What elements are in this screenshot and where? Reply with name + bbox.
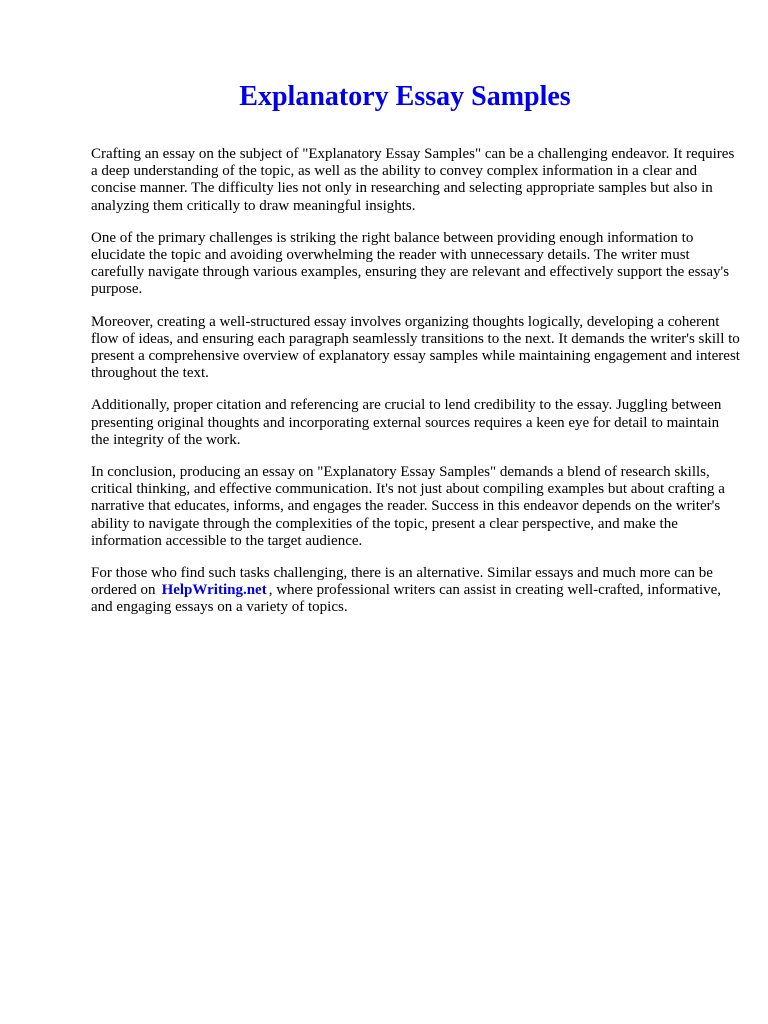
- closing-paragraph: [91, 565, 741, 617]
- closing-text-after-link: , where professional writers can assist in creating well-crafted, informative, and engaging essays on a variety of topics.: [91, 582, 722, 616]
- paragraph-5: In conclusion, producing an essay on "Explanatory Essay Samples" demands a blend of research skills, critical thinking, and effective communication. It's not just about compiling examples but about crafting a narrative that educates, informs, and engages the reader. Success in this endeavor depends on the writer's ability to navigate through the complexities of the topic, present a clear perspective, and make the information accessible to the target audience.: [91, 464, 725, 549]
- document-title: Explanatory Essay Samples: [239, 81, 571, 112]
- paragraph-4: Additionally, proper citation and referencing are crucial to lend credibility to the essay. Juggling between presenting original thoughts and incorporating external sources requires a keen eye for detail to maintain the integrity of the work.: [91, 397, 722, 448]
- closing-text-before-link: For those who find such tasks challenging, there is an alternative. Similar essays and much more can be ordered on: [91, 565, 713, 599]
- paragraph-3: Moreover, creating a well-structured essay involves organizing thoughts logically, developing a coherent flow of ideas, and ensuring each paragraph seamlessly transitions to the next. It demands the writer's skill to present a comprehensive overview of explanatory essay samples while maintaining engagement and interest throughout the text.: [91, 313, 740, 382]
- paragraph-1: Crafting an essay on the subject of "Explanatory Essay Samples" can be a challenging endeavor. It requires a deep understanding of the topic, as well as the ability to convey complex information in a clear and concise manner. The difficulty lies not only in researching and selecting appropriate samples but also in analyzing them critically to draw meaningful insights.: [91, 146, 735, 214]
- paragraph-2: One of the primary challenges is striking the right balance between providing enough information to elucidate the topic and avoiding overwhelming the reader with unnecessary details. The writer must carefully navigate through various examples, ensuring they are relevant and effectively support the essay's purpose.: [91, 229, 730, 298]
- document-body: [91, 146, 741, 632]
- helpwriting-link[interactable]: HelpWriting.net: [161, 582, 267, 599]
